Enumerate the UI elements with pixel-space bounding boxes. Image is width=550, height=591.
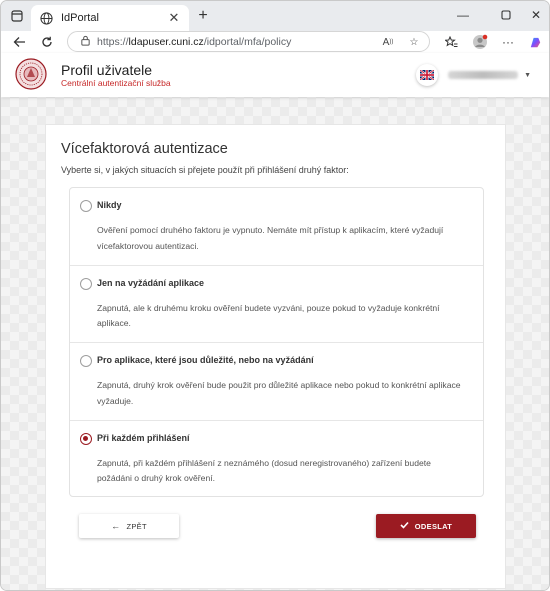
back-button[interactable]	[79, 514, 179, 538]
radio-important-apps[interactable]	[80, 355, 92, 367]
uk-flag-icon	[420, 70, 434, 80]
copilot-icon[interactable]	[525, 32, 545, 52]
option-every-login[interactable]	[70, 421, 483, 499]
option-label: Při každém přihlášení	[97, 432, 190, 443]
minimize-icon[interactable]: —	[457, 8, 469, 22]
maximize-icon[interactable]	[495, 5, 517, 25]
arrow-left-icon: ←	[111, 521, 121, 531]
submit-button[interactable]	[376, 514, 476, 538]
favorites-icon[interactable]	[441, 32, 461, 52]
option-description: Zapnutá, druhý krok ověření bude použit pro důležité aplikace nebo pokud to konkrétní aplikace vyžaduje.	[97, 380, 461, 406]
submit-button-label: ODESLAT	[414, 521, 453, 531]
language-switch-button[interactable]	[416, 64, 438, 86]
browser-tab[interactable]	[31, 5, 189, 31]
option-description: Zapnutá, ale k druhému kroku ověření budete vyzváni, pouze pokud to vyžaduje konkrétní aplikace.	[97, 302, 440, 328]
new-tab-icon[interactable]: +	[198, 7, 208, 24]
globe-icon	[39, 11, 53, 25]
card-description: Vyberte si, v jakých situacích si přejete použít při přihlášení druhý faktor:	[61, 165, 349, 175]
mfa-policy-card	[45, 124, 506, 589]
more-menu-icon[interactable]: ···	[502, 35, 514, 49]
reload-icon[interactable]	[37, 32, 57, 52]
page-title: Profil uživatele	[61, 62, 153, 78]
back-arrow-icon[interactable]	[9, 32, 29, 52]
user-name-blurred[interactable]	[448, 71, 518, 79]
read-aloud-icon[interactable]: A ))	[382, 36, 394, 48]
app-header	[1, 53, 549, 97]
site-info-icon[interactable]	[80, 33, 91, 51]
university-seal-logo	[15, 58, 47, 90]
option-label: Nikdy	[97, 200, 122, 210]
option-label: Pro aplikace, které jsou důležité, nebo na vyžádání	[97, 355, 314, 365]
address-bar[interactable]	[67, 31, 430, 52]
radio-never[interactable]	[80, 200, 92, 212]
card-title: Vícefaktorová autentizace	[61, 141, 228, 157]
mfa-options-group	[69, 187, 484, 497]
url-text: https://ldapuser.cuni.cz/idportal/mfa/policy	[97, 35, 292, 48]
user-menu[interactable]	[416, 64, 531, 86]
tab-title: IdPortal	[61, 12, 99, 24]
check-icon	[400, 521, 409, 531]
close-window-icon[interactable]: ✕	[530, 8, 542, 22]
star-icon[interactable]: ☆	[409, 36, 419, 48]
option-description: Ověření pomocí druhého faktoru je vypnuto. Nemáte mít přístup k aplikacím, které vyžadují vícefaktorovou autentizaci.	[97, 225, 444, 251]
option-important-apps[interactable]	[70, 343, 483, 421]
page-content	[1, 53, 549, 591]
chevron-down-icon[interactable]: ▼	[524, 71, 531, 79]
option-never[interactable]	[70, 188, 483, 266]
tab-actions-icon[interactable]	[7, 7, 27, 25]
radio-every-login[interactable]	[80, 433, 92, 445]
back-button-label: ZPĚT	[126, 521, 147, 531]
profile-avatar-icon[interactable]	[470, 32, 490, 52]
option-on-app-request[interactable]	[70, 266, 483, 344]
browser-toolbar	[1, 31, 549, 53]
option-label: Jen na vyžádání aplikace	[97, 277, 205, 288]
option-description: Zapnutá, při každém přihlášení z neznámého (dosud neregistrovaného) zařízení budete požádáni o druhý krok ověření.	[97, 457, 431, 483]
tab-bar	[1, 1, 549, 31]
radio-on-app-request[interactable]	[80, 278, 92, 290]
close-tab-icon[interactable]: ✕	[168, 10, 180, 25]
page-subtitle: Centrální autentizační služba	[61, 78, 171, 88]
